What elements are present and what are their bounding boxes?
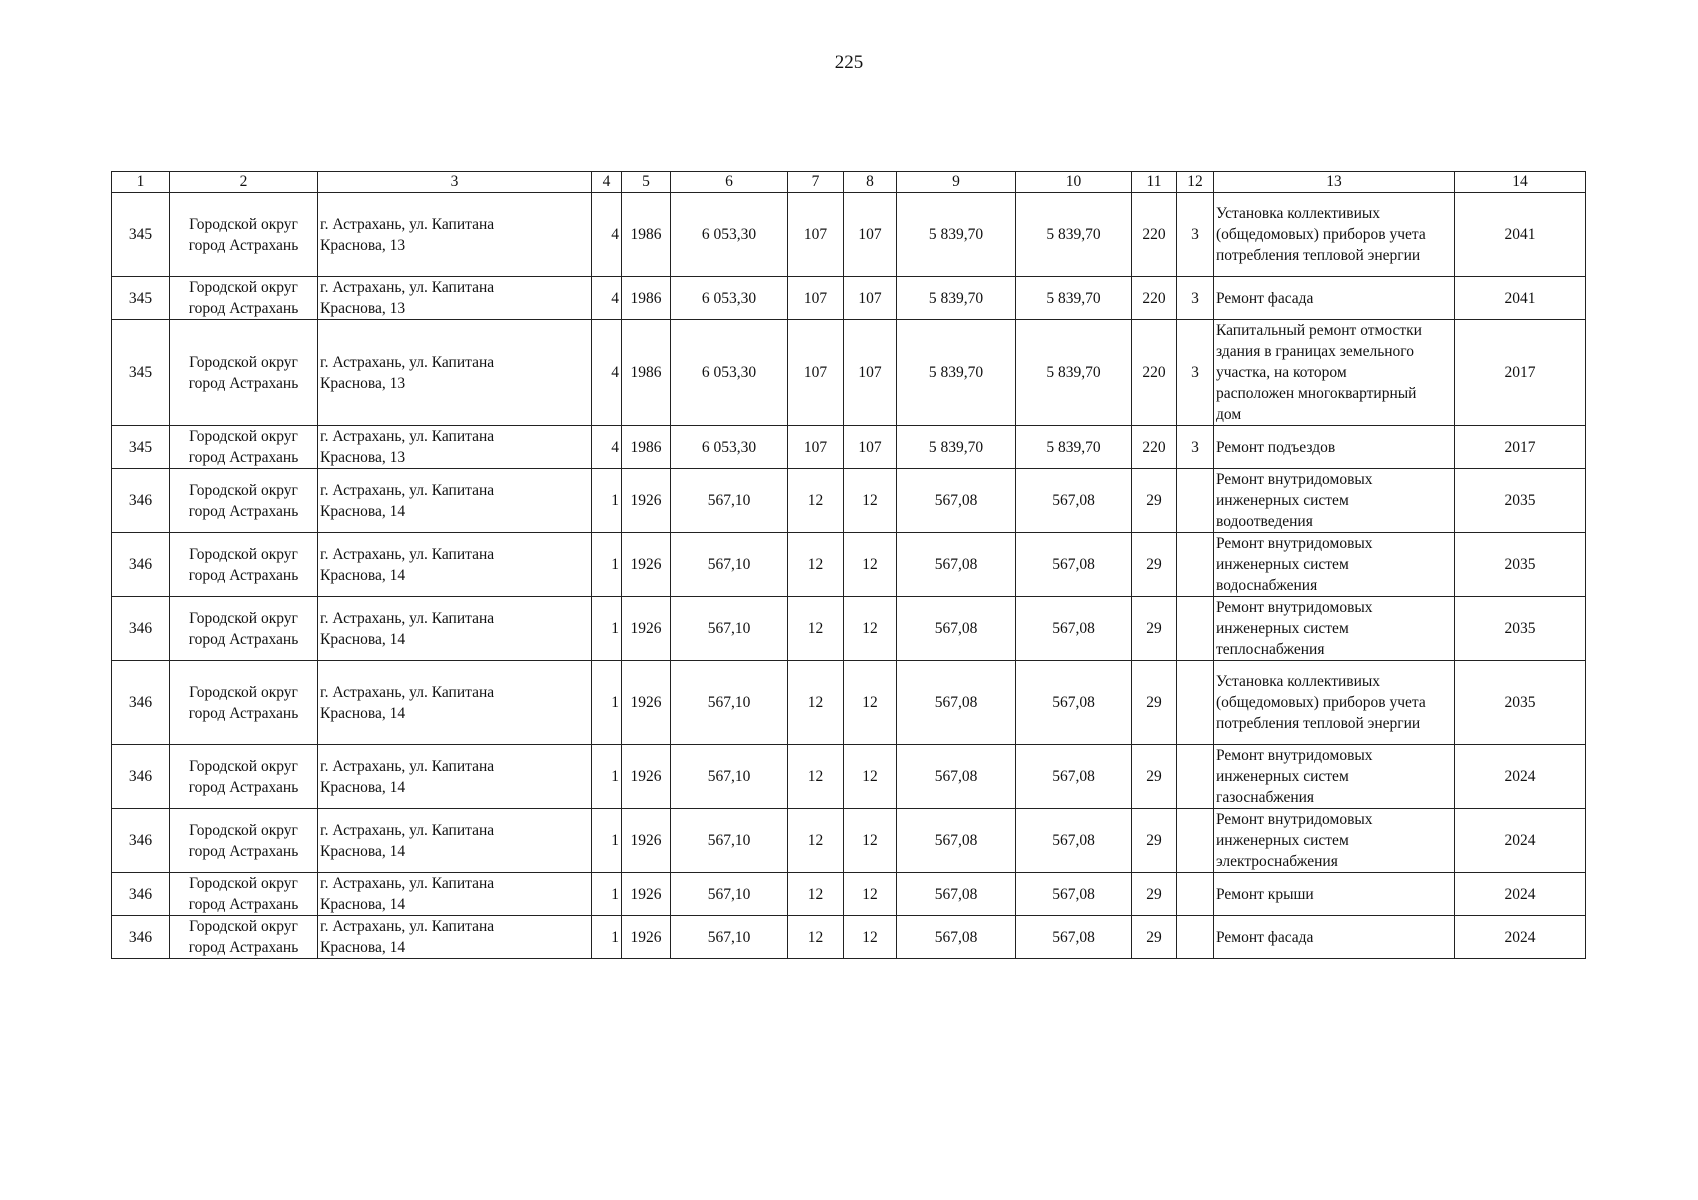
municipality-cell bbox=[170, 469, 318, 533]
area-cell: 5 839,70 bbox=[897, 320, 1016, 426]
address-cell bbox=[318, 320, 592, 426]
work-type-cell-line: Ремонт внутридомовых bbox=[1216, 599, 1373, 616]
address-cell-line: Краснова, 14 bbox=[320, 778, 406, 796]
municipality-cell-line: город Астрахань bbox=[188, 374, 299, 392]
floors-cell: 1 bbox=[592, 916, 622, 959]
year-built-cell: 1926 bbox=[622, 916, 671, 959]
address-cell-line: г. Астрахань, ул. Капитана bbox=[320, 215, 495, 233]
table-row bbox=[112, 320, 1586, 426]
planned-year-cell: 2024 bbox=[1455, 809, 1586, 873]
municipality-cell-line: город Астрахань bbox=[188, 778, 299, 796]
column-header: 8 bbox=[844, 172, 897, 193]
year-built-cell: 1986 bbox=[622, 277, 671, 320]
floors-cell: 4 bbox=[592, 320, 622, 426]
work-type-cell bbox=[1214, 533, 1455, 597]
municipality-cell-line: Городской округ bbox=[189, 918, 298, 935]
address-cell-line: Краснова, 14 bbox=[320, 842, 406, 860]
address-cell-line: г. Астрахань, ул. Капитана bbox=[320, 481, 495, 499]
municipality-cell-line: город Астрахань bbox=[188, 300, 299, 317]
work-type-cell-line: дом bbox=[1216, 406, 1242, 423]
value-cell: 12 bbox=[788, 916, 844, 959]
floors-cell: 1 bbox=[592, 745, 622, 809]
address-cell bbox=[318, 597, 592, 661]
area-cell: 567,08 bbox=[897, 661, 1016, 745]
municipality-cell-line: Городской округ bbox=[189, 481, 298, 499]
work-type-cell-line: инженерных систем bbox=[1216, 556, 1349, 573]
municipality-cell bbox=[170, 277, 318, 320]
row-number-cell: 346 bbox=[112, 916, 170, 959]
capital-repair-table bbox=[111, 171, 1586, 959]
value-cell: 107 bbox=[788, 193, 844, 277]
municipality-cell-line: Городской округ bbox=[189, 683, 298, 701]
area-cell: 567,08 bbox=[897, 916, 1016, 959]
value-cell: 107 bbox=[844, 320, 897, 426]
planned-year-cell: 2035 bbox=[1455, 469, 1586, 533]
work-type-cell-line: теплоснабжения bbox=[1216, 641, 1325, 658]
total-area-cell: 6 053,30 bbox=[671, 320, 788, 426]
value-cell bbox=[1177, 916, 1214, 959]
work-type-cell-line: Ремонт внутридомовых bbox=[1216, 471, 1373, 488]
value-cell bbox=[1177, 597, 1214, 661]
municipality-cell-line: Городской округ bbox=[189, 875, 298, 892]
work-type-cell bbox=[1214, 745, 1455, 809]
floors-cell: 1 bbox=[592, 873, 622, 916]
address-cell bbox=[318, 533, 592, 597]
column-header: 3 bbox=[318, 172, 592, 193]
address-cell-line: г. Астрахань, ул. Капитана bbox=[320, 918, 495, 935]
value-cell: 12 bbox=[844, 533, 897, 597]
residents-cell: 220 bbox=[1132, 193, 1177, 277]
column-header: 14 bbox=[1455, 172, 1586, 193]
value-cell bbox=[1177, 661, 1214, 745]
area-cell: 567,08 bbox=[1016, 597, 1132, 661]
municipality-cell-line: город Астрахань bbox=[188, 896, 299, 913]
work-type-cell-line: Установка коллективиых bbox=[1216, 205, 1381, 222]
municipality-cell bbox=[170, 661, 318, 745]
work-type-cell-line: водоотведения bbox=[1216, 513, 1313, 530]
work-type-cell-line: Капитальный ремонт отмостки bbox=[1216, 322, 1422, 339]
row-number-cell: 345 bbox=[112, 193, 170, 277]
area-cell: 5 839,70 bbox=[1016, 193, 1132, 277]
value-cell: 3 bbox=[1177, 193, 1214, 277]
work-type-cell bbox=[1214, 193, 1455, 277]
municipality-cell-line: город Астрахань bbox=[188, 236, 299, 254]
floors-cell: 1 bbox=[592, 597, 622, 661]
area-cell: 567,08 bbox=[1016, 809, 1132, 873]
municipality-cell-line: Городской округ bbox=[189, 279, 298, 296]
row-number-cell: 346 bbox=[112, 809, 170, 873]
planned-year-cell: 2024 bbox=[1455, 745, 1586, 809]
value-cell: 12 bbox=[788, 597, 844, 661]
planned-year-cell: 2017 bbox=[1455, 320, 1586, 426]
work-type-cell: Ремонт фасада bbox=[1214, 916, 1455, 959]
address-cell-line: Краснова, 13 bbox=[320, 374, 406, 392]
address-cell-line: г. Астрахань, ул. Капитана bbox=[320, 428, 495, 445]
municipality-cell-line: Городской округ bbox=[189, 545, 298, 563]
residents-cell: 29 bbox=[1132, 916, 1177, 959]
address-cell-line: Краснова, 14 bbox=[320, 502, 406, 520]
table-row bbox=[112, 661, 1586, 745]
planned-year-cell: 2041 bbox=[1455, 193, 1586, 277]
area-cell: 567,08 bbox=[897, 809, 1016, 873]
column-header: 9 bbox=[897, 172, 1016, 193]
value-cell: 12 bbox=[844, 916, 897, 959]
work-type-cell bbox=[1214, 469, 1455, 533]
municipality-cell-line: город Астрахань bbox=[188, 939, 299, 956]
column-header: 5 bbox=[622, 172, 671, 193]
address-cell-line: Краснова, 13 bbox=[320, 300, 406, 317]
residents-cell: 29 bbox=[1132, 745, 1177, 809]
page-number: 225 bbox=[834, 52, 864, 73]
value-cell: 12 bbox=[844, 745, 897, 809]
area-cell: 5 839,70 bbox=[1016, 277, 1132, 320]
municipality-cell-line: город Астрахань bbox=[188, 449, 299, 466]
value-cell: 12 bbox=[844, 809, 897, 873]
municipality-cell-line: Городской округ bbox=[189, 353, 298, 371]
total-area-cell: 567,10 bbox=[671, 873, 788, 916]
total-area-cell: 567,10 bbox=[671, 533, 788, 597]
work-type-cell: Ремонт фасада bbox=[1214, 277, 1455, 320]
residents-cell: 29 bbox=[1132, 469, 1177, 533]
value-cell: 12 bbox=[788, 661, 844, 745]
address-cell-line: г. Астрахань, ул. Капитана bbox=[320, 875, 495, 892]
value-cell: 12 bbox=[788, 533, 844, 597]
address-cell-line: г. Астрахань, ул. Капитана bbox=[320, 757, 495, 775]
value-cell: 107 bbox=[788, 277, 844, 320]
value-cell: 107 bbox=[788, 320, 844, 426]
residents-cell: 29 bbox=[1132, 873, 1177, 916]
municipality-cell-line: город Астрахань bbox=[188, 502, 299, 520]
residents-cell: 220 bbox=[1132, 320, 1177, 426]
work-type-cell bbox=[1214, 661, 1455, 745]
year-built-cell: 1926 bbox=[622, 873, 671, 916]
work-type-cell-line: Установка коллективиых bbox=[1216, 673, 1381, 690]
municipality-cell bbox=[170, 745, 318, 809]
municipality-cell bbox=[170, 533, 318, 597]
value-cell: 107 bbox=[788, 426, 844, 469]
total-area-cell: 6 053,30 bbox=[671, 277, 788, 320]
municipality-cell-line: Городской округ bbox=[189, 757, 298, 775]
floors-cell: 4 bbox=[592, 277, 622, 320]
year-built-cell: 1986 bbox=[622, 193, 671, 277]
work-type-cell-line: потребления тепловой энергии bbox=[1216, 247, 1421, 264]
address-cell-line: Краснова, 14 bbox=[320, 704, 406, 722]
planned-year-cell: 2035 bbox=[1455, 597, 1586, 661]
work-type-cell-line: инженерных систем bbox=[1216, 832, 1349, 849]
address-cell-line: г. Астрахань, ул. Капитана bbox=[320, 683, 495, 701]
value-cell: 12 bbox=[844, 661, 897, 745]
address-cell bbox=[318, 916, 592, 959]
year-built-cell: 1926 bbox=[622, 597, 671, 661]
floors-cell: 1 bbox=[592, 661, 622, 745]
table-row bbox=[112, 873, 1586, 916]
row-number-cell: 345 bbox=[112, 426, 170, 469]
work-type-cell-line: инженерных систем bbox=[1216, 620, 1349, 637]
area-cell: 567,08 bbox=[1016, 916, 1132, 959]
area-cell: 567,08 bbox=[897, 533, 1016, 597]
value-cell: 107 bbox=[844, 426, 897, 469]
municipality-cell-line: Городской округ bbox=[189, 215, 298, 233]
municipality-cell-line: Городской округ bbox=[189, 428, 298, 445]
address-cell bbox=[318, 873, 592, 916]
municipality-cell-line: город Астрахань bbox=[188, 842, 299, 860]
floors-cell: 1 bbox=[592, 809, 622, 873]
column-header: 11 bbox=[1132, 172, 1177, 193]
work-type-cell-line: (общедомовых) приборов учета bbox=[1216, 226, 1426, 243]
value-cell: 3 bbox=[1177, 426, 1214, 469]
address-cell bbox=[318, 426, 592, 469]
residents-cell: 29 bbox=[1132, 661, 1177, 745]
column-header: 1 bbox=[112, 172, 170, 193]
work-type-cell bbox=[1214, 597, 1455, 661]
address-cell-line: г. Астрахань, ул. Капитана bbox=[320, 609, 495, 627]
work-type-cell: Ремонт крыши bbox=[1214, 873, 1455, 916]
area-cell: 5 839,70 bbox=[897, 277, 1016, 320]
total-area-cell: 567,10 bbox=[671, 809, 788, 873]
value-cell bbox=[1177, 809, 1214, 873]
year-built-cell: 1926 bbox=[622, 809, 671, 873]
year-built-cell: 1926 bbox=[622, 469, 671, 533]
table-row bbox=[112, 193, 1586, 277]
planned-year-cell: 2017 bbox=[1455, 426, 1586, 469]
area-cell: 567,08 bbox=[1016, 469, 1132, 533]
address-cell-line: г. Астрахань, ул. Капитана bbox=[320, 545, 495, 563]
municipality-cell-line: Городской округ bbox=[189, 609, 298, 627]
work-type-cell-line: инженерных систем bbox=[1216, 768, 1349, 785]
value-cell bbox=[1177, 745, 1214, 809]
row-number-cell: 346 bbox=[112, 661, 170, 745]
table-row bbox=[112, 533, 1586, 597]
row-number-cell: 346 bbox=[112, 597, 170, 661]
residents-cell: 29 bbox=[1132, 809, 1177, 873]
value-cell bbox=[1177, 469, 1214, 533]
column-header: 4 bbox=[592, 172, 622, 193]
column-header: 7 bbox=[788, 172, 844, 193]
residents-cell: 29 bbox=[1132, 533, 1177, 597]
value-cell bbox=[1177, 533, 1214, 597]
area-cell: 567,08 bbox=[897, 597, 1016, 661]
value-cell: 12 bbox=[844, 597, 897, 661]
column-header: 13 bbox=[1214, 172, 1455, 193]
work-type-cell-line: Ремонт внутридомовых bbox=[1216, 811, 1373, 828]
value-cell: 107 bbox=[844, 277, 897, 320]
municipality-cell-line: город Астрахань bbox=[188, 704, 299, 722]
total-area-cell: 6 053,30 bbox=[671, 426, 788, 469]
work-type-cell: Ремонт подъездов bbox=[1214, 426, 1455, 469]
address-cell-line: г. Астрахань, ул. Капитана bbox=[320, 353, 495, 371]
address-cell-line: Краснова, 13 bbox=[320, 449, 406, 466]
year-built-cell: 1986 bbox=[622, 426, 671, 469]
work-type-cell-line: газоснабжения bbox=[1216, 789, 1315, 806]
year-built-cell: 1926 bbox=[622, 661, 671, 745]
column-header: 2 bbox=[170, 172, 318, 193]
work-type-cell-line: Ремонт внутридомовых bbox=[1216, 535, 1373, 552]
address-cell bbox=[318, 469, 592, 533]
work-type-cell-line: электроснабжения bbox=[1216, 853, 1338, 870]
table-row bbox=[112, 469, 1586, 533]
work-type-cell bbox=[1214, 809, 1455, 873]
value-cell: 3 bbox=[1177, 277, 1214, 320]
table-row bbox=[112, 426, 1586, 469]
work-type-cell-line: потребления тепловой энергии bbox=[1216, 715, 1421, 732]
work-type-cell-line: водоснабжения bbox=[1216, 577, 1318, 594]
work-type-cell-line: здания в границах земельного bbox=[1216, 343, 1415, 360]
table-row bbox=[112, 745, 1586, 809]
area-cell: 567,08 bbox=[1016, 533, 1132, 597]
table-row bbox=[112, 277, 1586, 320]
address-cell-line: г. Астрахань, ул. Капитана bbox=[320, 279, 495, 296]
address-cell bbox=[318, 745, 592, 809]
address-cell bbox=[318, 661, 592, 745]
total-area-cell: 567,10 bbox=[671, 916, 788, 959]
municipality-cell bbox=[170, 426, 318, 469]
column-header: 10 bbox=[1016, 172, 1132, 193]
row-number-cell: 346 bbox=[112, 469, 170, 533]
work-type-cell bbox=[1214, 320, 1455, 426]
municipality-cell bbox=[170, 193, 318, 277]
work-type-cell-line: участка, на котором bbox=[1216, 364, 1347, 381]
table-row bbox=[112, 809, 1586, 873]
area-cell: 567,08 bbox=[897, 873, 1016, 916]
planned-year-cell: 2035 bbox=[1455, 661, 1586, 745]
floors-cell: 1 bbox=[592, 533, 622, 597]
address-cell-line: Краснова, 13 bbox=[320, 236, 406, 254]
area-cell: 5 839,70 bbox=[1016, 320, 1132, 426]
total-area-cell: 567,10 bbox=[671, 745, 788, 809]
value-cell: 12 bbox=[788, 809, 844, 873]
address-cell-line: Краснова, 14 bbox=[320, 566, 406, 584]
municipality-cell-line: город Астрахань bbox=[188, 566, 299, 584]
address-cell-line: г. Астрахань, ул. Капитана bbox=[320, 821, 495, 839]
municipality-cell bbox=[170, 916, 318, 959]
work-type-cell-line: (общедомовых) приборов учета bbox=[1216, 694, 1426, 711]
value-cell: 3 bbox=[1177, 320, 1214, 426]
table-row bbox=[112, 916, 1586, 959]
value-cell bbox=[1177, 873, 1214, 916]
value-cell: 107 bbox=[844, 193, 897, 277]
planned-year-cell: 2024 bbox=[1455, 873, 1586, 916]
municipality-cell bbox=[170, 873, 318, 916]
floors-cell: 1 bbox=[592, 469, 622, 533]
year-built-cell: 1926 bbox=[622, 745, 671, 809]
value-cell: 12 bbox=[844, 469, 897, 533]
total-area-cell: 567,10 bbox=[671, 661, 788, 745]
value-cell: 12 bbox=[788, 745, 844, 809]
area-cell: 567,08 bbox=[897, 745, 1016, 809]
column-header: 6 bbox=[671, 172, 788, 193]
row-number-cell: 346 bbox=[112, 873, 170, 916]
column-header: 12 bbox=[1177, 172, 1214, 193]
area-cell: 5 839,70 bbox=[1016, 426, 1132, 469]
value-cell: 12 bbox=[788, 873, 844, 916]
row-number-cell: 345 bbox=[112, 320, 170, 426]
residents-cell: 29 bbox=[1132, 597, 1177, 661]
address-cell-line: Краснова, 14 bbox=[320, 896, 406, 913]
work-type-cell-line: инженерных систем bbox=[1216, 492, 1349, 509]
area-cell: 567,08 bbox=[1016, 873, 1132, 916]
table-row bbox=[112, 597, 1586, 661]
municipality-cell-line: Городской округ bbox=[189, 821, 298, 839]
row-number-cell: 346 bbox=[112, 745, 170, 809]
address-cell bbox=[318, 277, 592, 320]
floors-cell: 4 bbox=[592, 426, 622, 469]
table-body bbox=[112, 193, 1586, 959]
value-cell: 12 bbox=[788, 469, 844, 533]
planned-year-cell: 2041 bbox=[1455, 277, 1586, 320]
year-built-cell: 1926 bbox=[622, 533, 671, 597]
work-type-cell-line: расположен многоквартирный bbox=[1216, 385, 1417, 402]
municipality-cell bbox=[170, 320, 318, 426]
work-type-cell-line: Ремонт внутридомовых bbox=[1216, 747, 1373, 764]
row-number-cell: 345 bbox=[112, 277, 170, 320]
planned-year-cell: 2035 bbox=[1455, 533, 1586, 597]
address-cell-line: Краснова, 14 bbox=[320, 630, 406, 648]
year-built-cell: 1986 bbox=[622, 320, 671, 426]
column-number-row bbox=[112, 172, 1586, 193]
area-cell: 567,08 bbox=[1016, 745, 1132, 809]
residents-cell: 220 bbox=[1132, 277, 1177, 320]
area-cell: 5 839,70 bbox=[897, 193, 1016, 277]
row-number-cell: 346 bbox=[112, 533, 170, 597]
total-area-cell: 567,10 bbox=[671, 597, 788, 661]
address-cell bbox=[318, 809, 592, 873]
floors-cell: 4 bbox=[592, 193, 622, 277]
total-area-cell: 6 053,30 bbox=[671, 193, 788, 277]
area-cell: 567,08 bbox=[897, 469, 1016, 533]
planned-year-cell: 2024 bbox=[1455, 916, 1586, 959]
residents-cell: 220 bbox=[1132, 426, 1177, 469]
address-cell-line: Краснова, 14 bbox=[320, 939, 406, 956]
area-cell: 5 839,70 bbox=[897, 426, 1016, 469]
municipality-cell-line: город Астрахань bbox=[188, 630, 299, 648]
total-area-cell: 567,10 bbox=[671, 469, 788, 533]
municipality-cell bbox=[170, 809, 318, 873]
value-cell: 12 bbox=[844, 873, 897, 916]
municipality-cell bbox=[170, 597, 318, 661]
area-cell: 567,08 bbox=[1016, 661, 1132, 745]
address-cell bbox=[318, 193, 592, 277]
